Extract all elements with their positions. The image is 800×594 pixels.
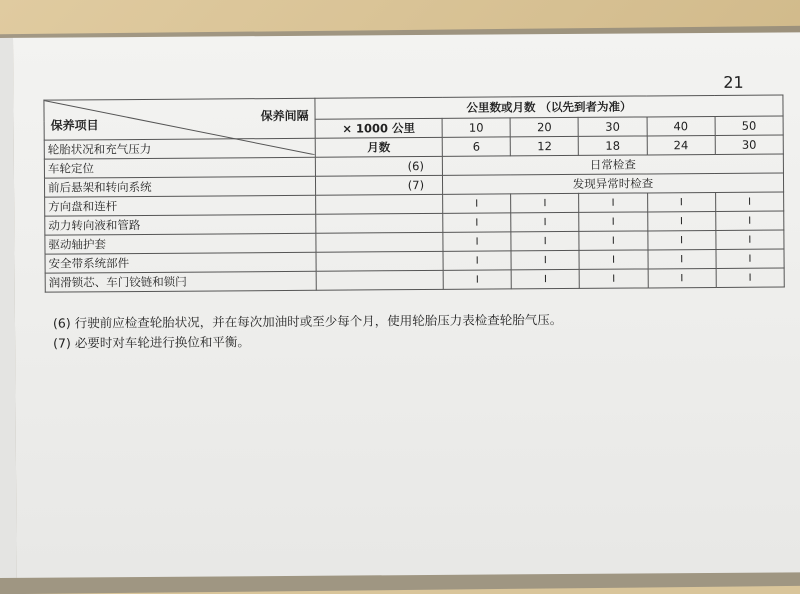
row-mark: I	[580, 269, 648, 288]
row-mark: I	[443, 251, 511, 270]
row-note: (7)	[315, 175, 442, 195]
row-item: 方向盘和连杆	[45, 195, 316, 216]
row-mark: I	[443, 270, 511, 289]
km-value: 10	[442, 118, 510, 137]
row-mark: I	[648, 268, 716, 287]
row-mark: I	[647, 230, 715, 249]
row-mark: I	[511, 193, 579, 212]
header-diagonal-cell	[44, 98, 315, 140]
km-value: 50	[715, 116, 783, 135]
row-mark: I	[443, 232, 511, 251]
row-note	[316, 232, 443, 252]
month-value: 24	[647, 135, 715, 154]
page-number: 21	[723, 72, 744, 92]
row-item: 前后悬架和转向系统	[44, 176, 315, 197]
row-mark: I	[443, 194, 511, 213]
row-note	[316, 251, 443, 271]
month-label: 月数	[315, 137, 442, 157]
header-interval: 保养间隔	[260, 108, 309, 124]
row-note	[316, 270, 443, 290]
month-value: 30	[715, 135, 783, 154]
maintenance-table	[43, 94, 784, 292]
row-item: 安全带系统部件	[45, 252, 316, 273]
row-mark: I	[511, 250, 579, 269]
month-value: 18	[579, 136, 647, 155]
row-span-text: 发现异常时检查	[442, 173, 783, 194]
header-item: 保养项目	[50, 118, 99, 133]
manual-page	[0, 32, 800, 578]
km-value: 20	[510, 117, 578, 136]
row-mark: I	[715, 211, 783, 230]
row-mark: I	[579, 250, 647, 269]
row-mark: I	[716, 230, 784, 249]
row-mark: I	[511, 212, 579, 231]
km-value: 30	[578, 117, 646, 136]
row-note: (6)	[315, 156, 442, 176]
row-mark: I	[511, 269, 579, 288]
row-mark: I	[511, 231, 579, 250]
row-mark: I	[716, 268, 784, 287]
row-item: 驱动轴护套	[45, 233, 316, 254]
row-mark: I	[648, 249, 716, 268]
header-group: 公里数或月数 （以先到者为准）	[315, 95, 783, 119]
row-mark: I	[716, 249, 784, 268]
footnotes	[53, 310, 562, 354]
footnote: (6) 行驶前应检查轮胎状况，并在每次加油时或至少每个月，使用轮胎压力表检查轮胎气压。	[52, 312, 563, 331]
row-mark: I	[579, 212, 647, 231]
row-item: 动力转向液和管路	[45, 214, 316, 235]
row-note	[316, 194, 443, 214]
row-span-text: 日常检查	[442, 154, 783, 175]
footnote: (7) 必要时对车轮进行换位和平衡。	[53, 334, 250, 351]
row-item: 轮胎状况和充气压力	[44, 138, 315, 159]
row-mark: I	[579, 231, 647, 250]
row-mark: I	[579, 193, 647, 212]
month-value: 12	[510, 136, 578, 155]
row-mark: I	[647, 211, 715, 230]
row-mark: I	[443, 213, 511, 232]
km-label: × 1000 公里	[315, 118, 442, 138]
row-note	[316, 213, 443, 233]
month-value: 6	[442, 137, 510, 156]
row-item: 润滑锁芯、车门铰链和锁闩	[45, 271, 316, 292]
row-item: 车轮定位	[44, 157, 315, 178]
km-value: 40	[647, 116, 715, 135]
row-mark: I	[647, 192, 715, 211]
row-mark: I	[715, 192, 783, 211]
